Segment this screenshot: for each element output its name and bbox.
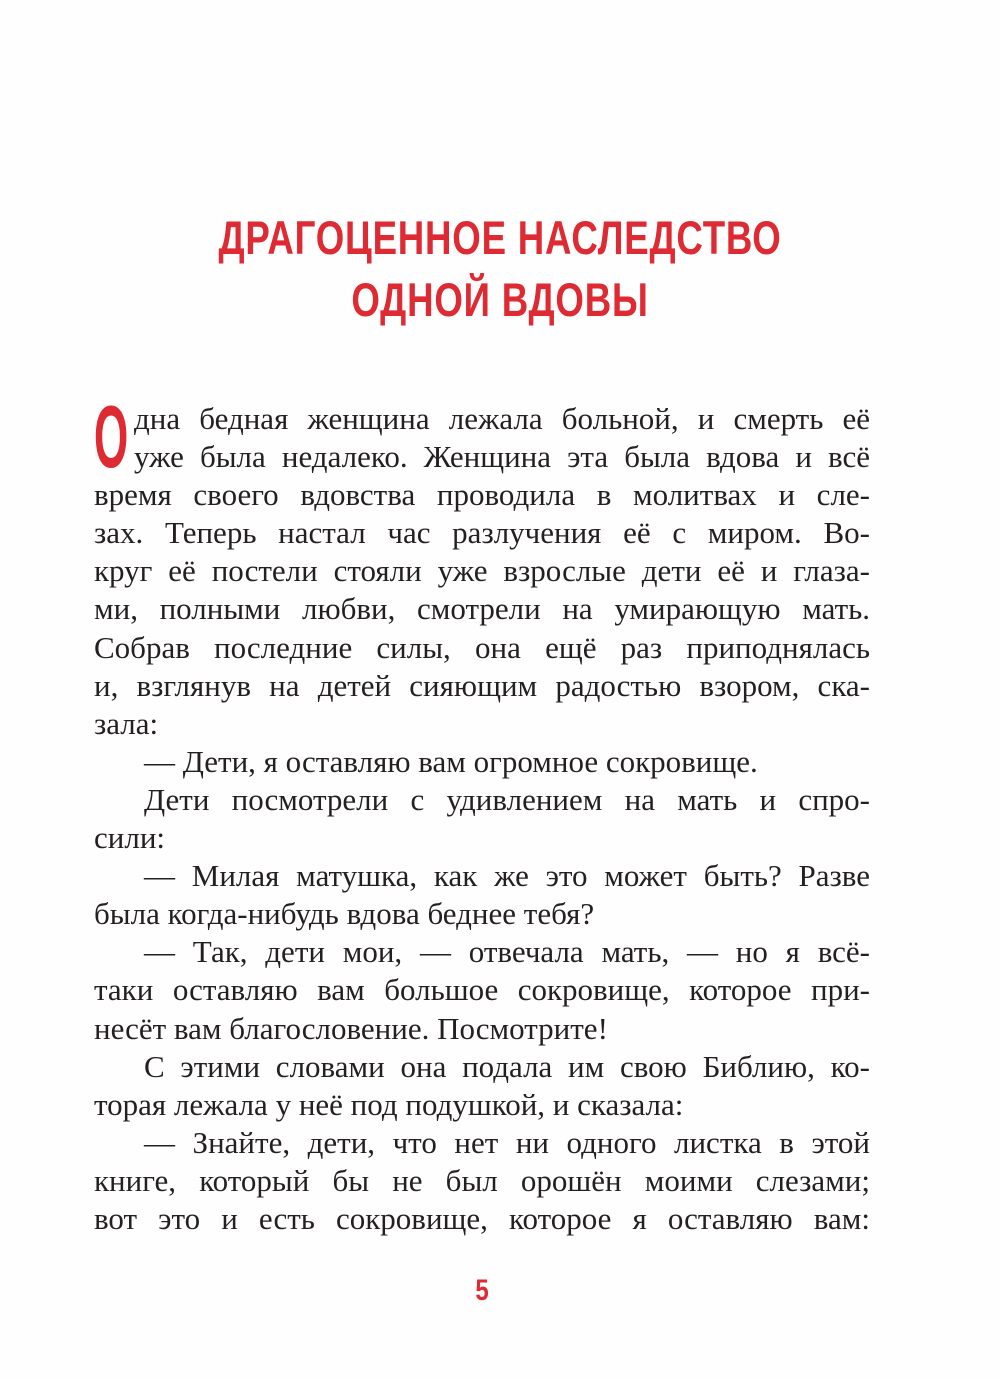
text-line: — Знайте, дети, что нет ни одного листка в этой <box>144 1124 870 1160</box>
text-line: и, взглянув на детей сияющим радостью взором, ска- <box>94 667 870 703</box>
text-line: зах. Теперь настал час разлучения её с миром. Во- <box>94 515 870 551</box>
text-line: время своего вдовства проводила в молитвах и сле- <box>94 477 870 513</box>
text-line: была когда-нибудь вдова беднее тебя? <box>94 896 595 932</box>
chapter-title-line-2: ОДНОЙ ВДОВЫ <box>351 273 649 326</box>
text-line: зала: <box>94 705 159 741</box>
text-line: — Милая матушка, как же это может быть? Разве <box>144 858 870 894</box>
text-line: книге, который бы не был орошён моими слезами; <box>94 1162 870 1198</box>
text-line: торая лежала у неё под подушкой, и сказала: <box>94 1086 684 1122</box>
text-line: несёт вам благословение. Посмотрите! <box>94 1010 608 1046</box>
body-text <box>94 387 870 1238</box>
text-line: вот это и есть сокровище, которое я оставляю вам: <box>94 1200 870 1236</box>
text-line: С этими словами она подала им свою Библию, ко- <box>144 1048 870 1084</box>
drop-cap-letter: О <box>94 387 129 486</box>
text-line: дна бедная женщина лежала больной, и смерть её <box>134 401 870 436</box>
text-line: — Так, дети мои, — отвечала мать, — но я всё- <box>144 934 870 970</box>
chapter-title <box>110 211 890 338</box>
text-line: — Дети, я оставляю вам огромное сокровище. <box>144 743 758 779</box>
text-line: Дети посмотрели с удивлением на мать и спро- <box>144 781 870 817</box>
text-line: таки оставляю вам большое сокровище, которое при- <box>94 972 870 1008</box>
text-line: сили: <box>94 820 166 856</box>
text-line: уже была недалеко. Женщина эта была вдова и всё <box>134 439 870 475</box>
text-line: круг её постели стояли уже взрослые дети её и глаза- <box>94 553 870 589</box>
text-line: Собрав последние силы, она ещё раз приподнялась <box>94 629 870 665</box>
chapter-title-line-1: ДРАГОЦЕННОЕ НАСЛЕДСТВО <box>218 211 782 264</box>
page-number: 5 <box>475 1274 489 1307</box>
text-line: ми, полными любви, смотрели на умирающую мать. <box>94 591 870 627</box>
